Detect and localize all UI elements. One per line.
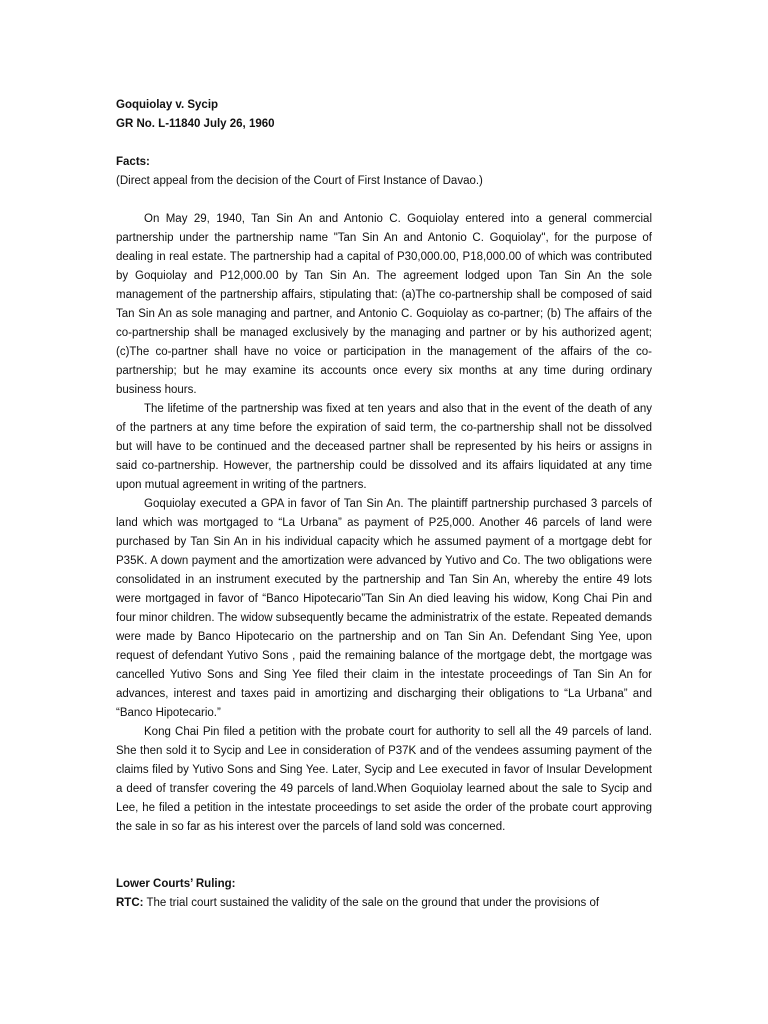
facts-heading: Facts: (116, 156, 150, 168)
spacer (116, 856, 652, 875)
facts-paragraph: Goquiolay executed a GPA in favor of Tan Sin An. The plaintiff partnership purchased 3 parcels of land which was mortgaged to “La Urbana” as payment of P25,000. Another 46 parcels of land were purchased by Tan Sin An in his individual capacity which he assumed payment of a mortgage debt for P35K. A down payment and the amortization were advanced by Yutivo and Co. The two obligations were consolidated in an instrument executed by the partnership and Tan Sin An, whereby the entire 49 lots were mortgaged in favor of “Banco Hipotecario”Tan Sin An died leaving his widow, Kong Chai Pin and four minor children. The widow subsequently became the administratrix of the estate. Repeated demands were made by Banco Hipotecario on the partnership and on Tan Sin An. Defendant Sing Yee, upon request of defendant Yutivo Sons , paid the remaining balance of the mortgage debt, the mortgage was cancelled Yutivo Sons and Sing Yee filed their claim in the intestate proceedings of Tan Sin An for advances, interest and taxes paid in amortizing and discharging their obligations to “La Urbana” and “Banco Hipotecario.” (116, 498, 652, 719)
spacer (116, 837, 652, 856)
spacer (116, 191, 652, 210)
case-number: GR No. L-11840 July 26, 1960 (116, 118, 275, 130)
lower-courts-heading: Lower Courts’ Ruling: (116, 878, 236, 890)
rtc-text: The trial court sustained the validity of the sale on the ground that under the provisions of (143, 897, 600, 909)
rtc-label: RTC: (116, 897, 144, 909)
rtc-ruling (116, 894, 652, 913)
document-page (116, 96, 652, 913)
facts-paragraph: Kong Chai Pin filed a petition with the probate court for authority to sell all the 49 parcels of land. She then sold it to Sycip and Lee in consideration of P37K and of the vendees assuming payment of the claims filed by Yutivo Sons and Sing Yee. Later, Sycip and Lee executed in favor of Insular Development a deed of transfer covering the 49 parcels of land.When Goquiolay learned about the sale to Sycip and Lee, he filed a petition in the intestate proceedings to set aside the order of the probate court approving the sale in so far as his interest over the parcels of land sold was concerned. (116, 726, 652, 833)
facts-paragraph: The lifetime of the partnership was fixed at ten years and also that in the event of the death of any of the partners at any time before the expiration of said term, the co-partnership shall not be dissolved but will have to be continued and the deceased partner shall be represented by his heirs or assigns in said co-partnership. However, the partnership could be dissolved and its affairs liquidated at any time upon mutual agreement in writing of the partners. (116, 403, 652, 491)
spacer (116, 134, 652, 153)
case-title: Goquiolay v. Sycip (116, 99, 219, 111)
facts-note: (Direct appeal from the decision of the Court of First Instance of Davao.) (116, 175, 483, 187)
facts-paragraph: On May 29, 1940, Tan Sin An and Antonio C. Goquiolay entered into a general commercial partnership under the partnership name "Tan Sin An and Antonio C. Goquiolay", for the purpose of dealing in real estate. The partnership had a capital of P30,000.00, P18,000.00 of which was contributed by Goquiolay and P12,000.00 by Tan Sin An. The agreement lodged upon Tan Sin An the sole management of the partnership affairs, stipulating that: (a)The co-partnership shall be composed of said Tan Sin An as sole managing and partner, and Antonio C. Goquiolay as co-partner; (b) The affairs of the co-partnership shall be managed exclusively by the managing and partner or by his authorized agent; (c)The co-partner shall have no voice or participation in the management of the affairs of the co-partnership; but he may examine its accounts once every six months at any time during ordinary business hours. (116, 213, 652, 396)
